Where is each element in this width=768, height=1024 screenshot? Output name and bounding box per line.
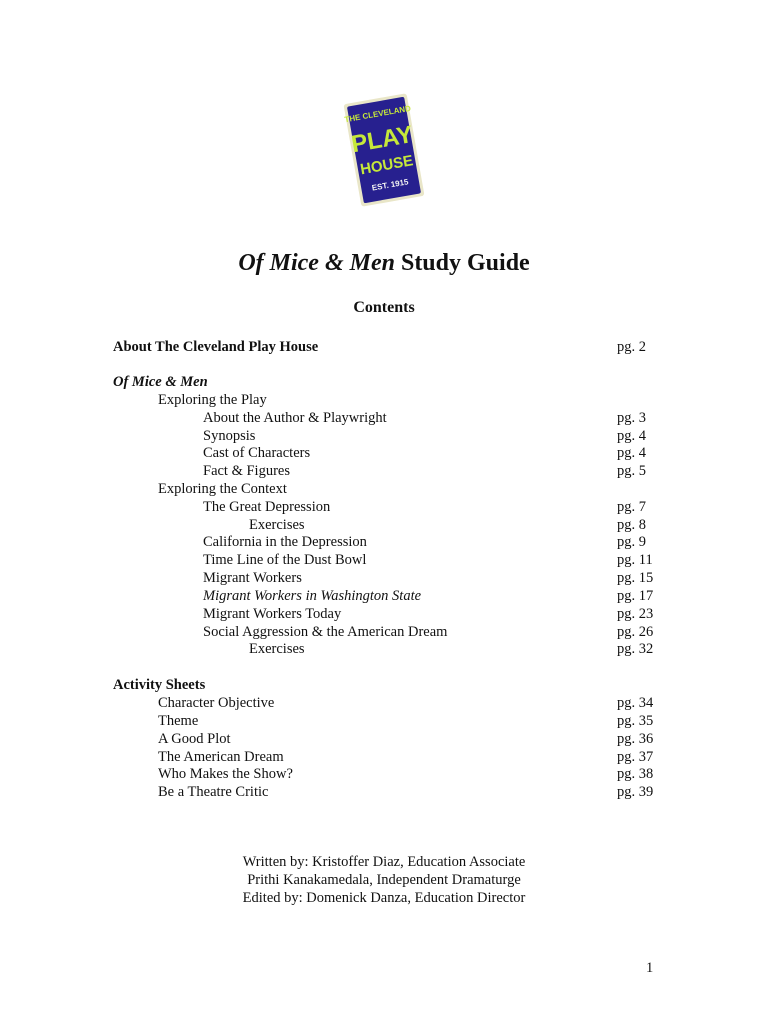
toc-subheading	[0, 480, 768, 498]
toc-entry	[0, 765, 768, 783]
toc-entry-title: Fact & Figures	[203, 463, 290, 479]
toc-entry-page: pg. 35	[617, 713, 654, 729]
credit-line: Edited by: Domenick Danza, Education Director	[242, 890, 526, 906]
title-rest: Study Guide	[394, 250, 530, 276]
toc-entry-page: pg. 38	[617, 766, 654, 782]
toc-entry	[0, 533, 768, 551]
toc-entry-page: pg. 32	[617, 641, 654, 657]
toc-entry-title: Cast of Characters	[203, 445, 311, 461]
toc-entry-title: Migrant Workers in Washington State	[203, 588, 422, 604]
toc-entry	[0, 551, 768, 569]
toc-entry-page: pg. 23	[617, 606, 654, 622]
page-number: 1	[646, 960, 654, 976]
title-italic-part: Of Mice & Men	[238, 250, 395, 276]
toc-entry-page: pg. 2	[617, 339, 646, 355]
toc-subheading	[0, 391, 768, 409]
toc-entry-page: pg. 9	[617, 534, 646, 550]
toc-entry	[0, 427, 768, 445]
toc-entry-title: Activity Sheets	[113, 677, 206, 693]
toc-entry-title: Who Makes the Show?	[158, 766, 293, 782]
cleveland-play-house-logo	[338, 88, 430, 212]
toc-entry-title: About The Cleveland Play House	[113, 339, 319, 355]
toc-entry	[0, 516, 768, 534]
toc-entry-title: Social Aggression & the American Dream	[203, 624, 448, 640]
credit-line: Written by: Kristoffer Diaz, Education Associate	[242, 854, 526, 870]
toc-entry-title: Theme	[158, 713, 199, 729]
toc-entry-title: California in the Depression	[203, 534, 367, 550]
logo-line3: HOUSE	[358, 152, 415, 179]
toc-entry-title: Exploring the Context	[158, 481, 287, 497]
toc-entry-title: Character Objective	[158, 695, 275, 711]
toc-entry-page: pg. 5	[617, 463, 646, 479]
toc-entry-title: Be a Theatre Critic	[158, 784, 269, 800]
credits	[0, 853, 768, 907]
toc-entry-page: pg. 7	[617, 499, 646, 515]
toc-entry	[0, 498, 768, 516]
toc-entry-title: Time Line of the Dust Bowl	[203, 552, 367, 568]
toc-entry	[0, 783, 768, 801]
toc-entry-title: The American Dream	[158, 749, 284, 765]
toc-entry-title: About the Author & Playwright	[203, 410, 387, 426]
logo-line4: EST. 1915	[371, 177, 410, 193]
contents-heading: Contents	[353, 299, 415, 316]
toc-entry-title: Exercises	[249, 517, 305, 533]
toc-entry-page: pg. 36	[617, 731, 654, 747]
toc-entry-page: pg. 17	[617, 588, 654, 604]
toc-entry-title: A Good Plot	[158, 731, 231, 747]
toc-entry	[0, 462, 768, 480]
credit-line: Prithi Kanakamedala, Independent Dramaturge	[247, 872, 521, 888]
toc-entry-page: pg. 26	[617, 624, 654, 640]
toc-entry-title: Synopsis	[203, 428, 256, 444]
toc-entry	[0, 712, 768, 730]
toc-entry	[0, 587, 768, 605]
toc-entry-title: The Great Depression	[203, 499, 331, 515]
toc-entry	[0, 748, 768, 766]
toc-section-heading	[0, 373, 768, 391]
toc-entry	[0, 444, 768, 462]
toc-entry-title: Migrant Workers Today	[203, 606, 342, 622]
toc-entry-page: pg. 15	[617, 570, 654, 586]
toc-entry-page: pg. 37	[617, 749, 654, 765]
toc-entry	[0, 694, 768, 712]
toc-entry	[0, 730, 768, 748]
toc-entry-page: pg. 4	[617, 445, 646, 461]
toc-entry-page: pg. 34	[617, 695, 654, 711]
toc-entry-page: pg. 39	[617, 784, 654, 800]
toc-entry-title: Migrant Workers	[203, 570, 302, 586]
logo-graphic	[338, 88, 430, 212]
toc-entry	[0, 640, 768, 658]
toc-entry	[0, 569, 768, 587]
logo-line2: PLAY	[349, 120, 415, 159]
page-title	[0, 250, 768, 277]
toc-entry-title: Exercises	[249, 641, 305, 657]
toc-section-heading	[0, 676, 768, 694]
toc-entry-page: pg. 4	[617, 428, 646, 444]
toc-entry-page: pg. 8	[617, 517, 646, 533]
toc-entry	[0, 338, 768, 356]
toc-entry-title: Exploring the Play	[158, 392, 267, 408]
toc-entry	[0, 605, 768, 623]
toc-entry	[0, 409, 768, 427]
toc-entry-page: pg. 11	[617, 552, 653, 568]
toc-entry	[0, 623, 768, 641]
logo-line1: THE CLEVELAND	[343, 103, 412, 125]
toc-entry-page: pg. 3	[617, 410, 646, 426]
toc-entry-title: Of Mice & Men	[113, 374, 208, 390]
